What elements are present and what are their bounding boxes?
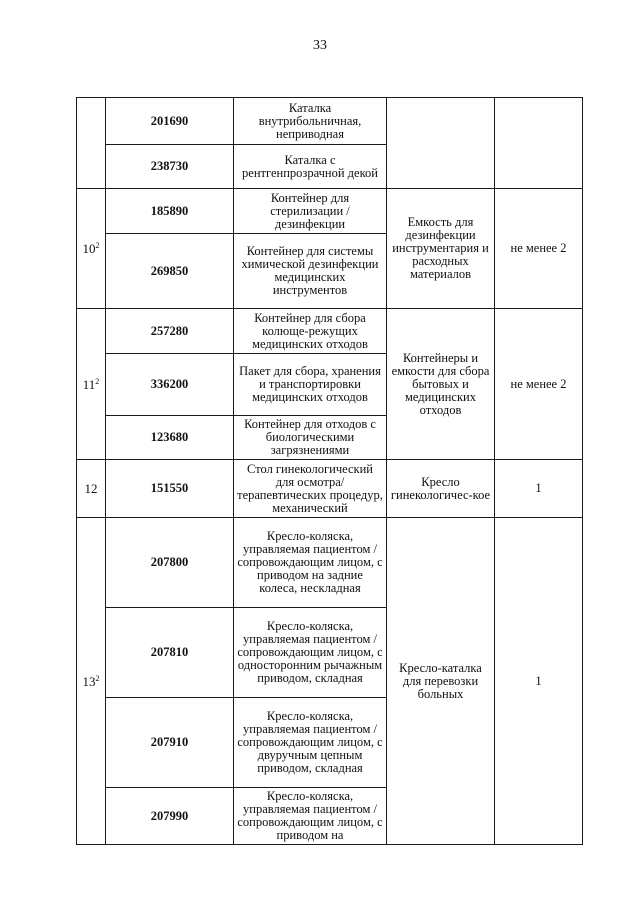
equipment-group bbox=[387, 98, 495, 189]
product-code: 207810 bbox=[106, 608, 234, 698]
product-code: 238730 bbox=[106, 145, 234, 189]
item-number: $10^2$ bbox=[77, 189, 106, 309]
table-row bbox=[77, 518, 583, 608]
product-name: Стол гинекологический для осмотра/терапевтических процедур, механический bbox=[234, 460, 387, 518]
required-quantity: не менее 2 bbox=[495, 309, 583, 460]
product-code: 151550 bbox=[106, 460, 234, 518]
product-code: 336200 bbox=[106, 354, 234, 416]
table-row bbox=[77, 98, 583, 145]
page-number: 33 bbox=[313, 38, 327, 53]
product-name: Кресло-коляска, управляемая пациентом /сопровождающим лицом, с односторонним рычажным приводом, складная bbox=[234, 608, 387, 698]
required-quantity: 1 bbox=[495, 518, 583, 845]
product-name: Кресло-коляска, управляемая пациентом /сопровождающим лицом, с приводом на bbox=[234, 788, 387, 845]
product-code: 257280 bbox=[106, 309, 234, 354]
product-name: Каталка внутрибольничная, неприводная bbox=[234, 98, 387, 145]
table-row bbox=[77, 460, 583, 518]
item-number: $13^2$ bbox=[77, 518, 106, 845]
product-name: Пакет для сбора, хранения и транспортировки медицинских отходов bbox=[234, 354, 387, 416]
product-name: Контейнер для системы химической дезинфекции медицинских инструментов bbox=[234, 234, 387, 309]
product-name: Каталка с рентгенпрозрачной декой bbox=[234, 145, 387, 189]
equipment-group: Контейнеры и емкости для сбора бытовых и медицинских отходов bbox=[387, 309, 495, 460]
product-code: 269850 bbox=[106, 234, 234, 309]
product-code: 207910 bbox=[106, 698, 234, 788]
required-quantity: не менее 2 bbox=[495, 189, 583, 309]
equipment-group: Кресло гинекологичес-кое bbox=[387, 460, 495, 518]
item-number: 12 bbox=[77, 460, 106, 518]
product-code: 207990 bbox=[106, 788, 234, 845]
item-number bbox=[77, 98, 106, 189]
product-name: Кресло-коляска, управляемая пациентом /сопровождающим лицом, с приводом на задние колеса, нескладная bbox=[234, 518, 387, 608]
equipment-table bbox=[76, 97, 583, 845]
product-name: Контейнер для стерилизации /дезинфекции bbox=[234, 189, 387, 234]
item-number: $11^2$ bbox=[77, 309, 106, 460]
product-name: Контейнер для отходов с биологическими загрязнениями bbox=[234, 416, 387, 460]
table-row bbox=[77, 309, 583, 354]
required-quantity: 1 bbox=[495, 460, 583, 518]
product-code: 123680 bbox=[106, 416, 234, 460]
table-row bbox=[77, 189, 583, 234]
equipment-group: Кресло-каталка для перевозки больных bbox=[387, 518, 495, 845]
product-name: Кресло-коляска, управляемая пациентом /сопровождающим лицом, с двуручным цепным приводом, складная bbox=[234, 698, 387, 788]
equipment-group: Емкость для дезинфекции инструментария и расходных материалов bbox=[387, 189, 495, 309]
product-name: Контейнер для сбора колюще-режущих медицинских отходов bbox=[234, 309, 387, 354]
required-quantity bbox=[495, 98, 583, 189]
product-code: 201690 bbox=[106, 98, 234, 145]
product-code: 185890 bbox=[106, 189, 234, 234]
product-code: 207800 bbox=[106, 518, 234, 608]
